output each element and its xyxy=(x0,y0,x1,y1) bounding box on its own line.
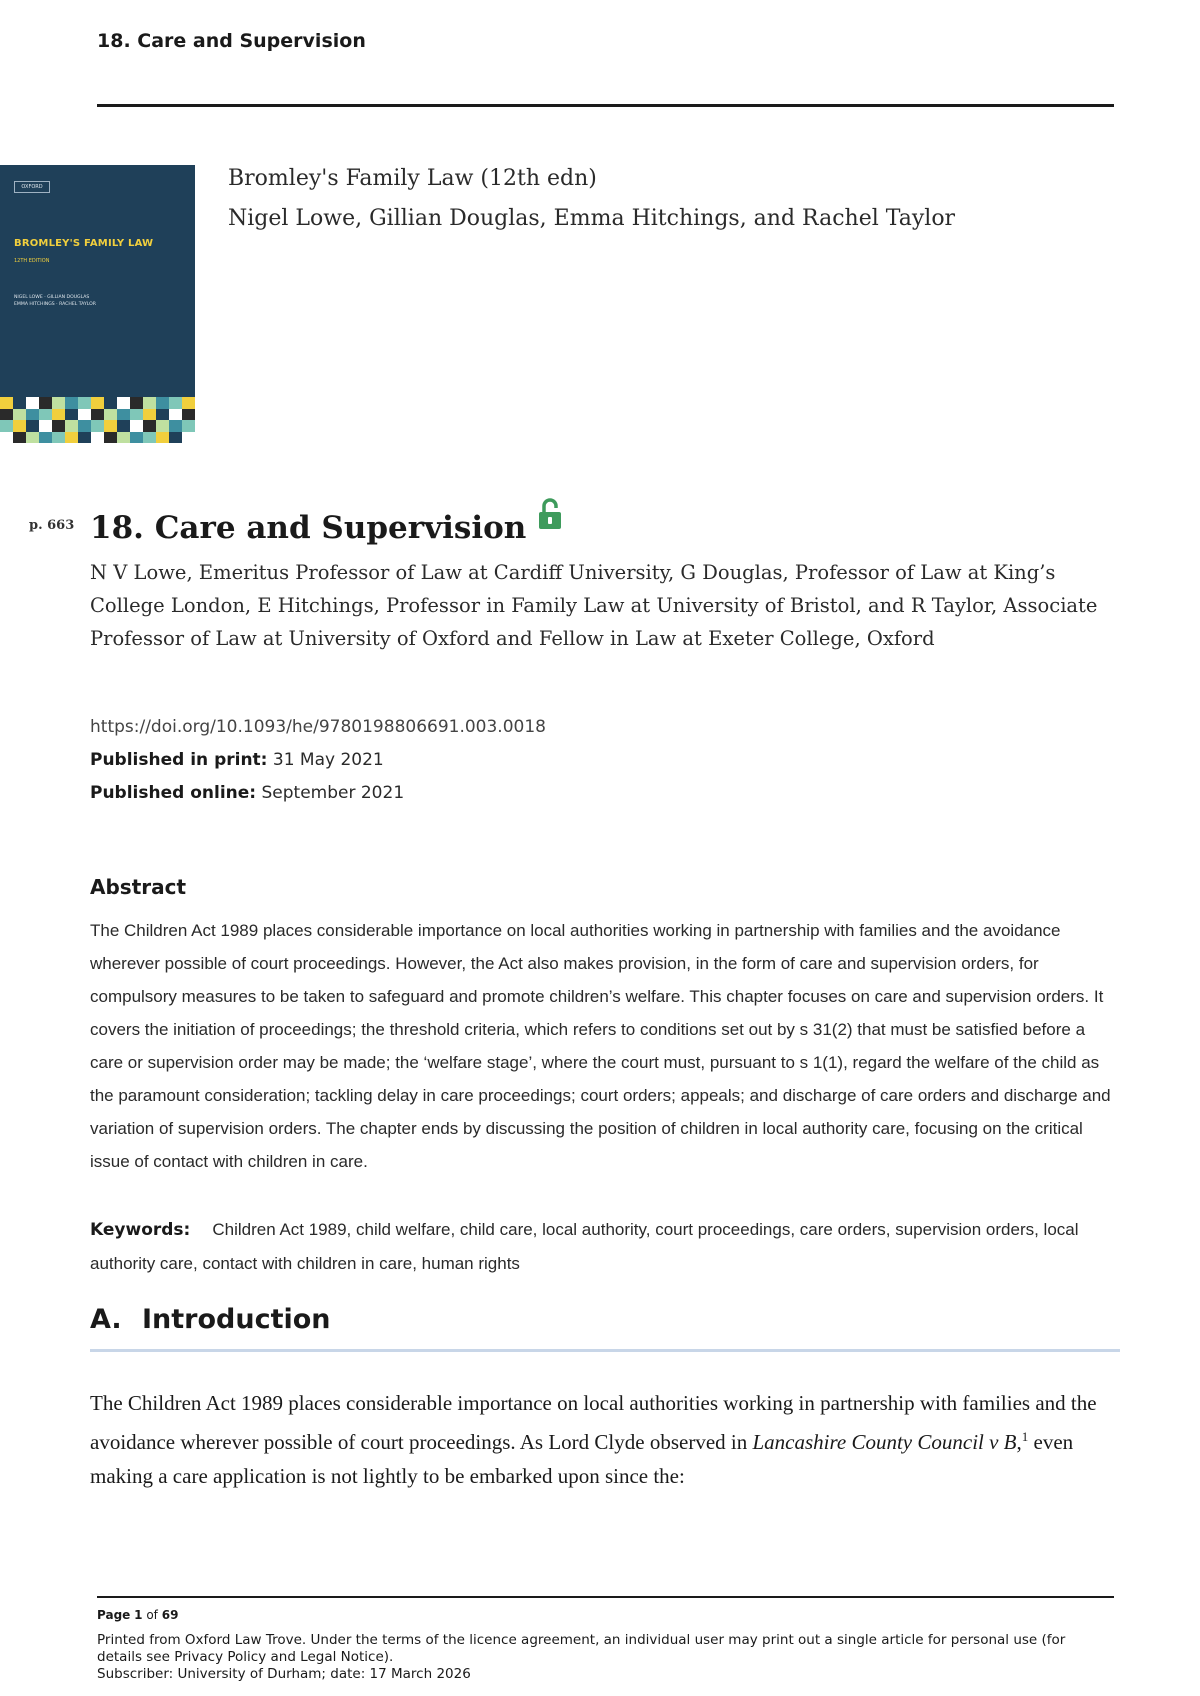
cover-pattern-tile xyxy=(182,432,195,444)
abstract-body: The Children Act 1989 places considerable importance on local authorities working in partnership with families and the avoidance wherever possible of court proceedings. However, the Act also makes provision, in the form of care and supervision orders, for compulsory measures to be taken to safeguard and promote children’s welfare. This chapter focuses on care and supervision orders. It covers the initiation of proceedings; the threshold criteria, which refers to conditions set out by s 31(2) that must be satisfied before a care or supervision order may be made; the ‘welfare stage’, where the court must, pursuant to s 1(1), regard the welfare of the child as the paramount consideration; tackling delay in care proceedings; court orders; appeals; and discharge of care orders and discharge and variation of supervision orders. The chapter ends by discussing the position of children in local authority care, focusing on the critical issue of contact with children in care. xyxy=(90,921,1111,1171)
cover-edition: 12TH EDITION xyxy=(14,258,50,264)
cover-pattern-tile xyxy=(117,420,130,432)
cover-pattern-tile xyxy=(0,397,13,409)
cover-pattern-tile xyxy=(39,420,52,432)
cover-pattern-tile xyxy=(182,420,195,432)
page-total: 69 xyxy=(161,1608,179,1622)
cover-authors: NIGEL LOWE · GILLIAN DOUGLAS EMMA HITCHINGS · RACHEL TAYLOR xyxy=(14,295,96,307)
keywords-list: Children Act 1989, child welfare, child care, local authority, court proceedings, care orders, supervision orders, local authority care, contact with children in care, human rights xyxy=(90,1220,1079,1273)
cover-pattern-tile xyxy=(78,409,91,421)
cover-pattern-tile xyxy=(104,420,117,432)
cover-pattern-tile xyxy=(0,420,13,432)
case-name: Lancashire County Council v B xyxy=(752,1430,1017,1454)
cover-pattern-tile xyxy=(91,409,104,421)
book-cover-image xyxy=(0,165,195,443)
page-label: Page xyxy=(97,1608,131,1622)
published-print-label: Published in print: xyxy=(90,750,268,770)
cover-pattern-tile xyxy=(130,409,143,421)
intro-text-3: even making a care application is not lightly to be embarked upon since the: xyxy=(90,1430,1074,1488)
section-title: Introduction xyxy=(142,1304,331,1335)
cover-pattern-tile xyxy=(52,397,65,409)
cover-pattern-tile xyxy=(156,432,169,444)
section-number: A. xyxy=(90,1304,122,1335)
cover-pattern xyxy=(0,397,195,443)
doi-link[interactable]: https://doi.org/10.1093/he/9780198806691.003.0018 xyxy=(90,717,546,737)
author-affiliations: N V Lowe, Emeritus Professor of Law at Cardiff University, G Douglas, Professor of Law at King’s College London, E Hitchings, Professor in Family Law at University of Bristol, and R Taylor, Associate Professor of Law at University of Oxford and Fellow in Law at Exeter College, Oxford xyxy=(90,561,1098,650)
cover-pattern-tile xyxy=(78,397,91,409)
published-online-label: Published online: xyxy=(90,783,257,803)
cover-pattern-tile xyxy=(13,420,26,432)
cover-pattern-tile xyxy=(169,409,182,421)
cover-pattern-tile xyxy=(65,432,78,444)
cover-pattern-tile xyxy=(143,397,156,409)
cover-pattern-tile xyxy=(130,432,143,444)
header-rule xyxy=(97,104,1114,107)
keywords-label: Keywords: xyxy=(90,1220,191,1240)
cover-publisher: OXFORD xyxy=(14,181,50,193)
cover-pattern-tile xyxy=(156,409,169,421)
cover-pattern-tile xyxy=(91,432,104,444)
keywords xyxy=(90,1213,1120,1281)
cover-pattern-tile xyxy=(52,409,65,421)
cover-pattern-tile xyxy=(65,397,78,409)
book-authors: Nigel Lowe, Gillian Douglas, Emma Hitchings, and Rachel Taylor xyxy=(228,206,956,231)
cover-pattern-tile xyxy=(13,432,26,444)
running-header: 18. Care and Supervision xyxy=(97,30,366,52)
cover-pattern-tile xyxy=(0,409,13,421)
cover-pattern-tile xyxy=(39,397,52,409)
footnote-ref[interactable]: 1 xyxy=(1021,1429,1029,1444)
cover-pattern-tile xyxy=(52,420,65,432)
cover-pattern-tile xyxy=(130,397,143,409)
page-reference: p. 663 xyxy=(29,518,75,533)
cover-pattern-tile xyxy=(26,432,39,444)
cover-pattern-tile xyxy=(26,420,39,432)
cover-pattern-tile xyxy=(39,409,52,421)
chapter-title xyxy=(90,498,562,546)
footer-subscriber: Subscriber: University of Durham; date: 17 March 2026 xyxy=(97,1666,471,1682)
published-in-print xyxy=(90,750,384,770)
cover-pattern-tile xyxy=(13,397,26,409)
cover-pattern-tile xyxy=(91,420,104,432)
footer-notice xyxy=(97,1632,1114,1683)
section-heading-introduction xyxy=(90,1304,331,1335)
cover-pattern-tile xyxy=(169,420,182,432)
footer-rule xyxy=(97,1596,1114,1598)
cover-pattern-tile xyxy=(117,409,130,421)
cover-pattern-tile xyxy=(52,432,65,444)
cover-pattern-tile xyxy=(117,432,130,444)
cover-pattern-tile xyxy=(104,397,117,409)
book-title[interactable]: Bromley's Family Law (12th edn) xyxy=(228,166,597,191)
cover-pattern-tile xyxy=(65,409,78,421)
page-number xyxy=(97,1608,178,1622)
cover-pattern-tile xyxy=(156,397,169,409)
open-lock-icon xyxy=(538,498,562,538)
footer-licence: Printed from Oxford Law Trove. Under the terms of the licence agreement, an individual user may print out a single article for personal use (for details see Privacy Policy and Legal Notice). xyxy=(97,1632,1066,1665)
cover-title: BROMLEY'S FAMILY LAW xyxy=(14,238,154,249)
cover-pattern-tile xyxy=(143,420,156,432)
cover-pattern-tile xyxy=(143,432,156,444)
cover-pattern-tile xyxy=(65,420,78,432)
page-current: 1 xyxy=(134,1608,143,1622)
cover-pattern-tile xyxy=(78,432,91,444)
published-online-value: September 2021 xyxy=(261,783,405,803)
cover-pattern-tile xyxy=(117,397,130,409)
page-of: of xyxy=(146,1608,158,1622)
cover-pattern-tile xyxy=(169,397,182,409)
cover-pattern-tile xyxy=(91,397,104,409)
cover-pattern-tile xyxy=(104,432,117,444)
abstract-heading: Abstract xyxy=(90,875,187,899)
cover-pattern-tile xyxy=(143,409,156,421)
cover-pattern-tile xyxy=(182,409,195,421)
cover-pattern-tile xyxy=(182,397,195,409)
cover-pattern-tile xyxy=(13,409,26,421)
section-rule xyxy=(90,1349,1120,1352)
cover-pattern-tile xyxy=(78,420,91,432)
intro-text-1: The Children Act 1989 places considerable importance on local authorities working in partnership with families and the avoidance wherever possible of court proceedings. As Lord Clyde observed in xyxy=(90,1391,1097,1454)
cover-pattern-tile xyxy=(0,432,13,444)
intro-text-2: , xyxy=(1016,1430,1022,1454)
cover-pattern-tile xyxy=(26,397,39,409)
published-online xyxy=(90,783,404,803)
published-print-value: 31 May 2021 xyxy=(272,750,384,770)
cover-pattern-tile xyxy=(104,409,117,421)
cover-pattern-tile xyxy=(26,409,39,421)
cover-pattern-tile xyxy=(156,420,169,432)
cover-pattern-tile xyxy=(130,420,143,432)
cover-pattern-tile xyxy=(39,432,52,444)
cover-pattern-tile xyxy=(169,432,182,444)
chapter-title-text: 18. Care and Supervision xyxy=(90,510,527,546)
intro-paragraph xyxy=(90,1386,1120,1493)
